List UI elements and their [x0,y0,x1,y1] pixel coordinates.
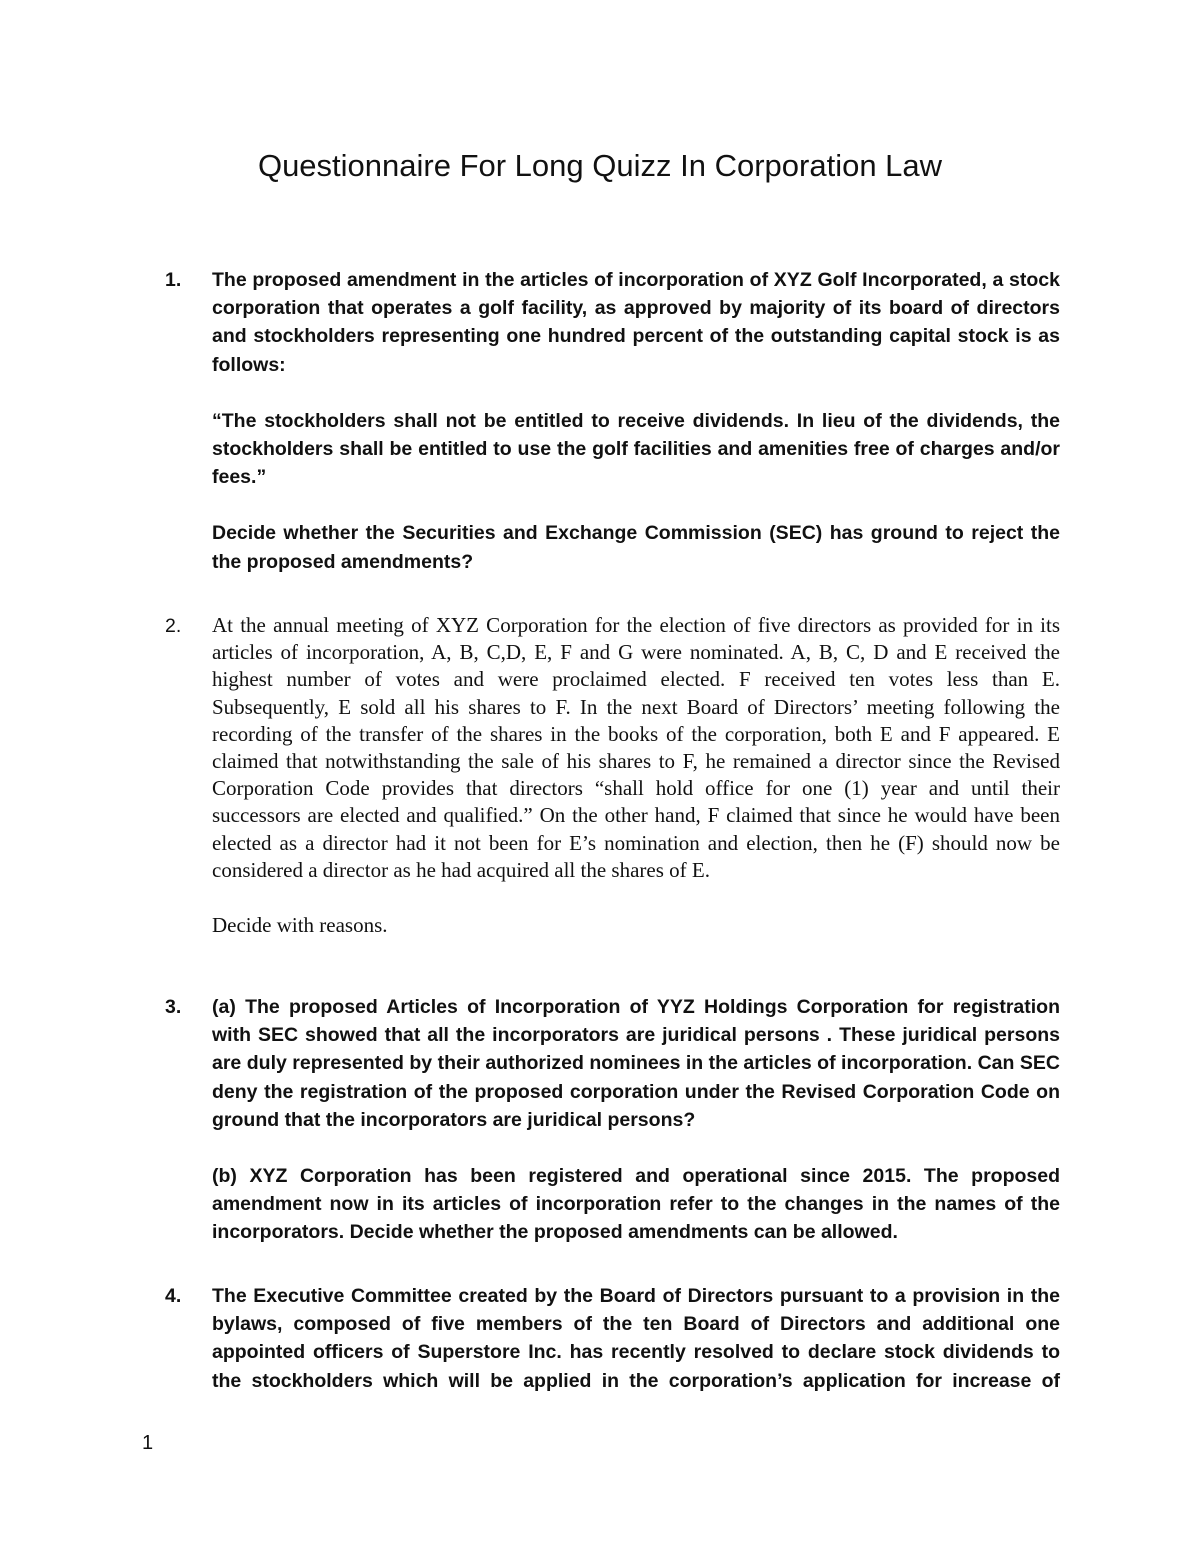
question-2 [165,612,1060,939]
question-part-b: (b) XYZ Corporation has been registered and operational since 2015. The proposed amendment now in its articles of incorporation refer to the changes in the names of the incorporators. Decide whether the proposed amendments can be allowed. [212,1165,1060,1244]
question-1 [165,266,1060,576]
question-3 [165,993,1060,1247]
question-ask: Decide with reasons. [212,913,388,938]
question-text: The proposed amendment in the articles of incorporation of XYZ Golf Incorporated, a stock corporation that operates a golf facility, as approved by majority of its board of directors and stockholders representing one hundred percent of the outstanding capital stock is as follows: [212,269,1060,376]
question-number: 3. [165,996,182,1018]
question-number: 2. [165,615,182,637]
question-ask: Decide whether the Securities and Exchange Commission (SEC) has ground to reject the the proposed amendments? [212,522,1060,573]
question-text: The Executive Committee created by the Board of Directors pursuant to a provision in the bylaws, composed of five members of the ten Board of Directors and additional one appointed officers of Superstore Inc. has recently resolved to declare stock dividends to the stockholders which will be applied in the corporation’s application for increase of [212,1285,1060,1392]
question-number: 4. [165,1285,182,1307]
question-quote: “The stockholders shall not be entitled to receive dividends. In lieu of the dividends, the stockholders shall be entitled to use the golf facilities and amenities free of charges and/or fees.” [212,409,1060,489]
page-title: Questionnaire For Long Quizz In Corporation Law [257,148,943,183]
question-4 [165,1282,1060,1395]
question-text: At the annual meeting of XYZ Corporation for the election of five directors as provided for in its articles of incorporation, A, B, C,D, E, F and G were nominated. A, B, C, D and E received the highest number of votes and were proclaimed elected. F received ten votes less than E. Subsequently, E sold all his shares to F. In the next Board of Directors’ meeting following the recording of the transfer of the shares in the books of the corporation, both E and F appeared. E claimed that notwithstanding the sale of his shares to F, he remained a director since the Revised Corporation Code provides that directors “shall hold office for one (1) year and until their successors are elected and qualified.” On the other hand, F claimed that since he would have been elected as a director had it not been for E’s nomination and election, then he (F) should now be considered a director as he had acquired all the shares of E. [212,613,1060,882]
question-number: 1. [165,269,182,291]
page-number: 1 [142,1432,154,1454]
question-part-a: (a) The proposed Articles of Incorporation of YYZ Holdings Corporation for registration with SEC showed that all the incorporators are juridical persons . These juridical persons are duly represented by their authorized nominees in the articles of incorporation. Can SEC deny the registration of the proposed corporation under the Revised Corporation Code on ground that the incorporators are juridical persons? [212,996,1060,1131]
